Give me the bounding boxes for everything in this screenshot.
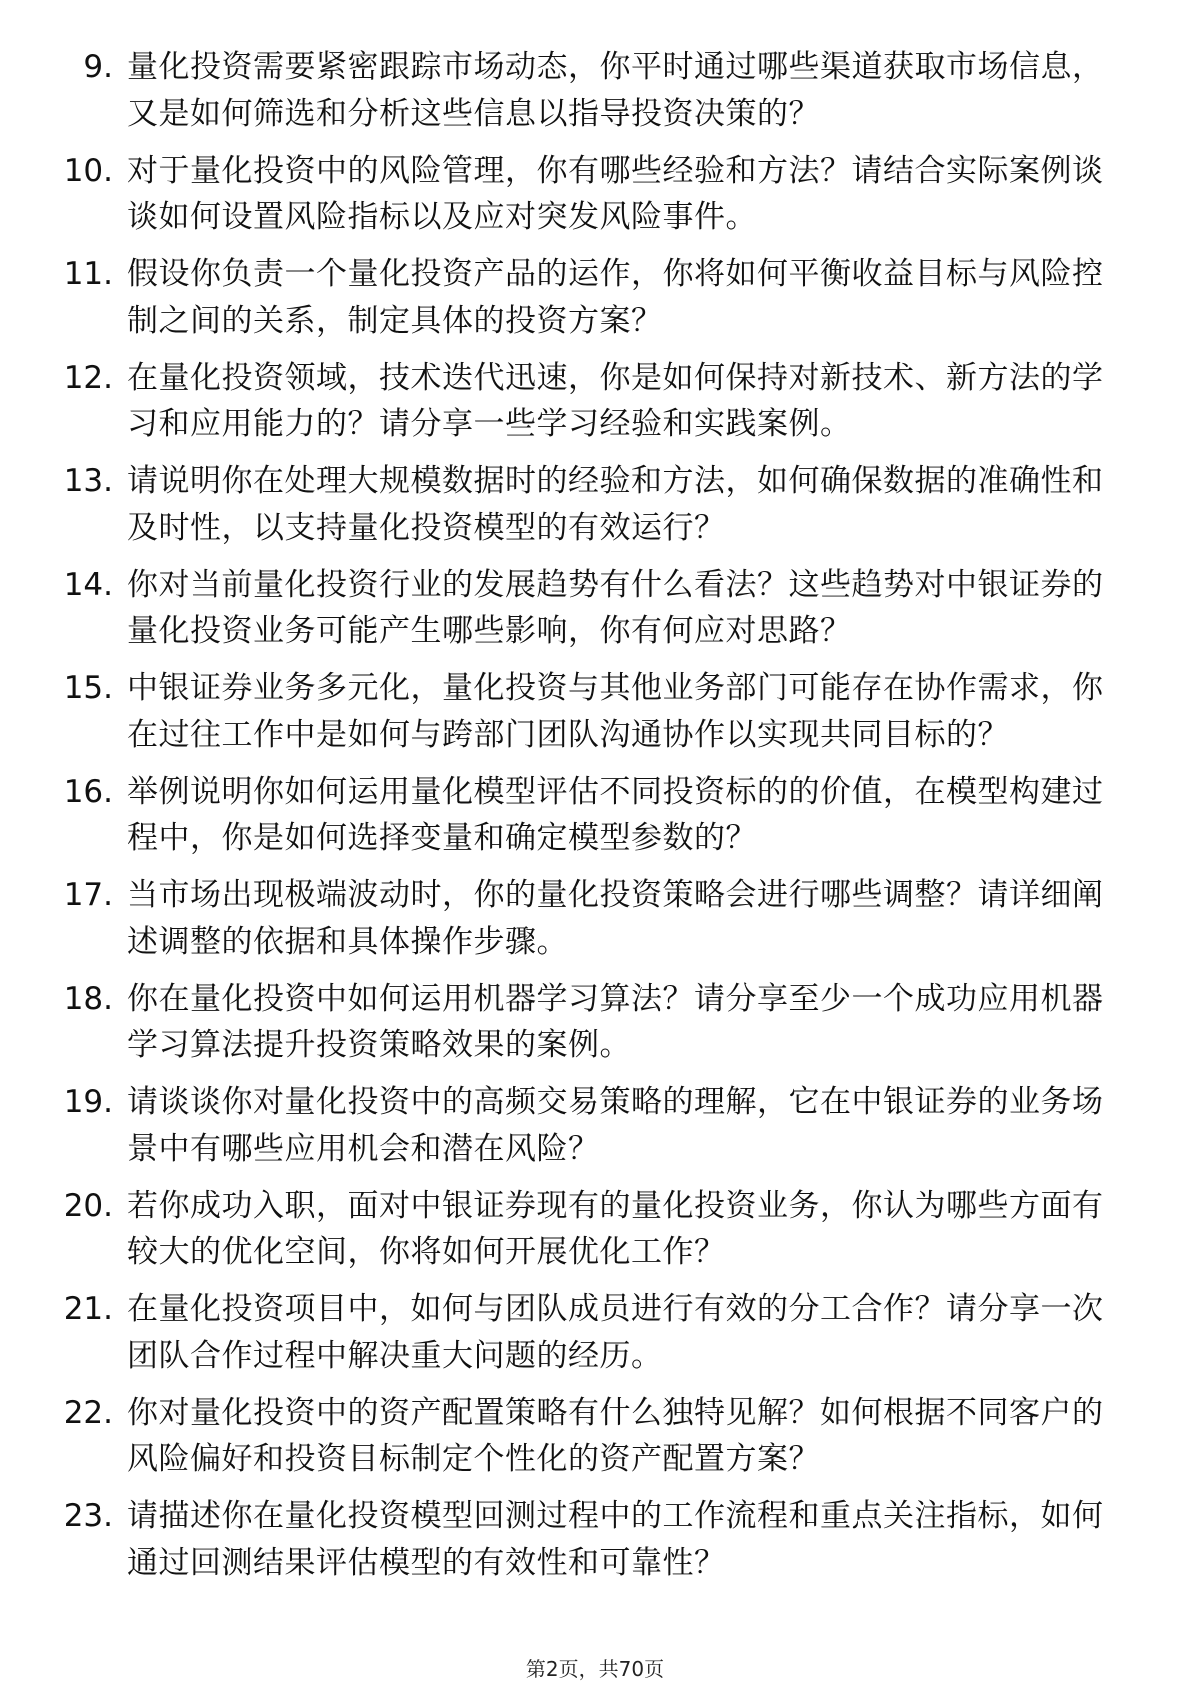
question-number: 10. [63, 152, 113, 189]
question-text: 你对量化投资中的资产配置策略有什么独特见解？如何根据不同客户的风险偏好和投资目标制定个性化的资产配置方案？ [127, 1394, 1104, 1477]
question-item [0, 872, 1190, 965]
question-number: 14. [63, 566, 113, 603]
question-item [0, 976, 1190, 1069]
question-text: 请谈谈你对量化投资中的高频交易策略的理解，它在中银证券的业务场景中有哪些应用机会和潜在风险？ [127, 1084, 1104, 1167]
question-list [0, 44, 1190, 1597]
question-number: 12. [63, 359, 113, 396]
question-item [0, 251, 1190, 344]
question-item [0, 355, 1190, 448]
question-item [0, 769, 1190, 862]
question-text: 量化投资需要紧密跟踪市场动态，你平时通过哪些渠道获取市场信息，又是如何筛选和分析这些信息以指导投资决策的？ [127, 49, 1104, 132]
question-number: 17. [63, 877, 113, 913]
question-item [0, 458, 1190, 551]
question-number: 21. [63, 1291, 113, 1327]
question-item [0, 665, 1190, 758]
question-text: 在量化投资项目中，如何与团队成员进行有效的分工合作？请分享一次团队合作过程中解决重大问题的经历。 [127, 1291, 1104, 1374]
question-number: 19. [63, 1084, 113, 1120]
question-number: 11. [63, 256, 113, 292]
question-item [0, 562, 1190, 655]
question-text: 假设你负责一个量化投资产品的运作，你将如何平衡收益目标与风险控制之间的关系，制定具体的投资方案？ [127, 256, 1104, 339]
question-number: 22. [63, 1394, 113, 1431]
question-text: 当市场出现极端波动时，你的量化投资策略会进行哪些调整？请详细阐述调整的依据和具体操作步骤。 [127, 877, 1104, 960]
question-number: 18. [63, 980, 113, 1017]
question-text: 对于量化投资中的风险管理，你有哪些经验和方法？请结合实际案例谈谈如何设置风险指标以及应对突发风险事件。 [127, 152, 1104, 235]
question-number: 23. [63, 1498, 113, 1534]
question-text: 你对当前量化投资行业的发展趋势有什么看法？这些趋势对中银证券的量化投资业务可能产生哪些影响，你有何应对思路？ [127, 566, 1104, 649]
question-number: 13. [63, 463, 113, 499]
question-text: 中银证券业务多元化，量化投资与其他业务部门可能存在协作需求，你在过往工作中是如何与跨部门团队沟通协作以实现共同目标的？ [127, 670, 1104, 753]
question-text: 若你成功入职，面对中银证券现有的量化投资业务，你认为哪些方面有较大的优化空间，你将如何开展优化工作？ [127, 1187, 1104, 1270]
question-item [0, 1390, 1190, 1483]
question-text: 在量化投资领域，技术迭代迅速，你是如何保持对新技术、新方法的学习和应用能力的？请分享一些学习经验和实践案例。 [127, 359, 1104, 442]
question-number: 15. [63, 670, 113, 706]
question-item [0, 148, 1190, 241]
question-text: 举例说明你如何运用量化模型评估不同投资标的的价值，在模型构建过程中，你是如何选择变量和确定模型参数的？ [127, 773, 1104, 856]
question-text: 请描述你在量化投资模型回测过程中的工作流程和重点关注指标，如何通过回测结果评估模型的有效性和可靠性？ [127, 1498, 1104, 1581]
question-item [0, 1493, 1190, 1586]
question-item [0, 1079, 1190, 1172]
question-text: 请说明你在处理大规模数据时的经验和方法，如何确保数据的准确性和及时性，以支持量化投资模型的有效运行？ [127, 463, 1104, 546]
question-text: 你在量化投资中如何运用机器学习算法？请分享至少一个成功应用机器学习算法提升投资策略效果的案例。 [127, 980, 1104, 1063]
question-item [0, 44, 1190, 137]
page-footer: 第2页，共70页 [525, 1657, 665, 1681]
question-number: 16. [63, 773, 113, 810]
question-number: 9. [83, 49, 113, 85]
question-item [0, 1183, 1190, 1276]
question-item [0, 1286, 1190, 1379]
question-number: 20. [63, 1187, 113, 1224]
